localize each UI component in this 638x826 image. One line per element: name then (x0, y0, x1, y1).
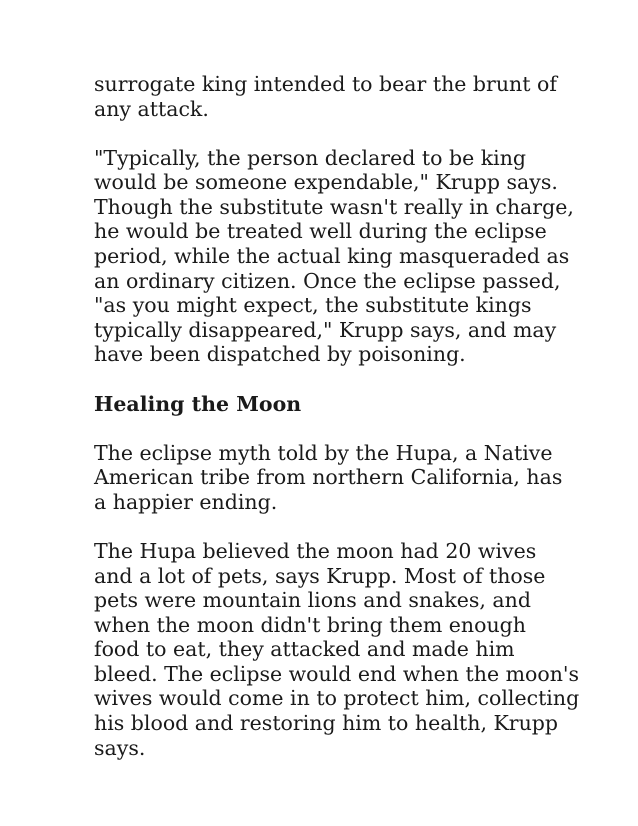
document-page (94, 72, 614, 785)
text-line: typically disappeared," Krupp says, and may (94, 317, 557, 342)
text-line: his blood and restoring him to health, Krupp (94, 711, 559, 736)
text-line: an ordinary citizen. Once the eclipse passed, (94, 268, 561, 293)
text-line: he would be treated well during the eclipse (94, 219, 547, 244)
text-line: surrogate king intended to bear the brunt of (94, 72, 557, 96)
text-line: says. (94, 735, 146, 760)
text-line: "Typically, the person declared to be king (94, 145, 527, 170)
text-line: American tribe from northern California, has (94, 465, 563, 490)
text-line: period, while the actual king masqueraded as (94, 244, 570, 269)
paragraph-hupa-intro (94, 441, 614, 515)
text-line: a happier ending. (94, 489, 278, 514)
text-line: Though the substitute wasn't really in charge, (94, 194, 574, 219)
text-line: "as you might expect, the substitute kings (94, 293, 532, 318)
text-line: when the moon didn't bring them enough (94, 612, 526, 637)
text-line: would be someone expendable," Krupp says. (94, 170, 558, 195)
section-heading (94, 392, 614, 417)
text-line: have been dispatched by poisoning. (94, 342, 466, 367)
text-line: any attack. (94, 96, 209, 121)
text-line: The eclipse myth told by the Hupa, a Native (94, 440, 553, 465)
text-line: bleed. The eclipse would end when the moon's (94, 661, 580, 686)
paragraph-krupp-quote (94, 146, 614, 367)
text-line: food to eat, they attacked and made him (94, 637, 515, 662)
paragraph-surrogate-king (94, 72, 614, 121)
text-line: wives would come in to protect him, collecting (94, 686, 580, 711)
text-line: and a lot of pets, says Krupp. Most of those (94, 563, 546, 588)
text-line: pets were mountain lions and snakes, and (94, 588, 531, 613)
heading-text: Healing the Moon (94, 391, 302, 416)
text-line: The Hupa believed the moon had 20 wives (94, 538, 537, 563)
paragraph-hupa-myth (94, 539, 614, 760)
